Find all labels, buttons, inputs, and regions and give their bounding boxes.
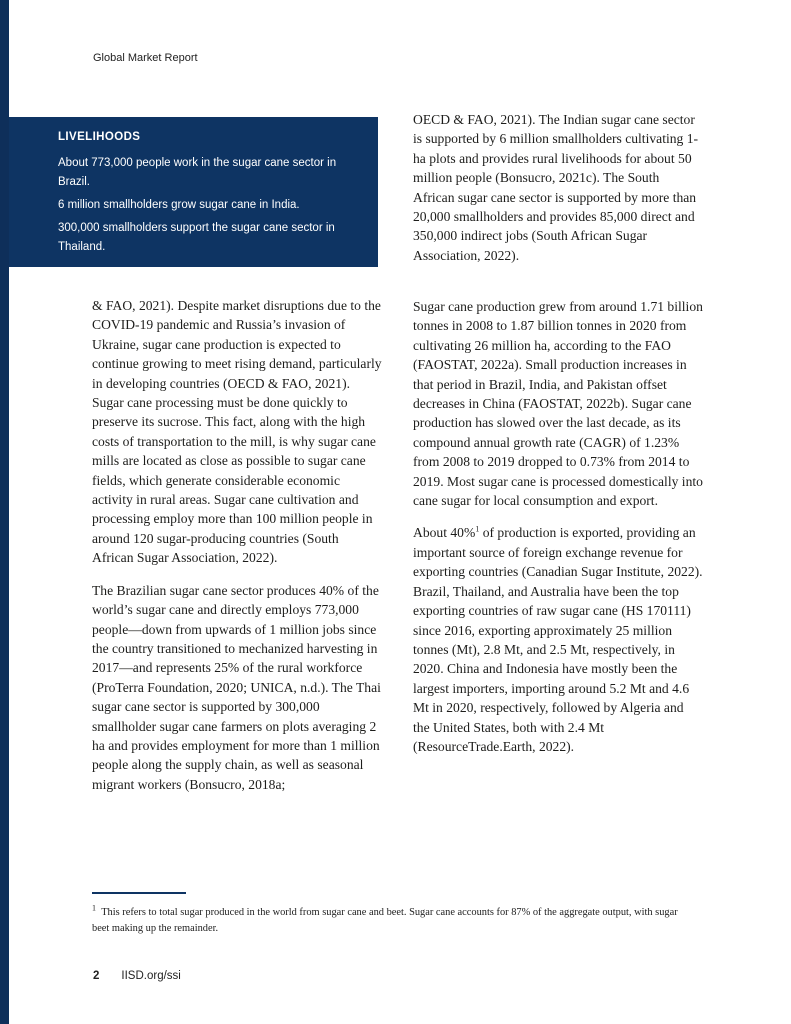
- paragraph-start: About 40%: [413, 525, 476, 541]
- right-text-column: [413, 297, 703, 769]
- page-number: 2: [93, 970, 100, 982]
- callout-item: About 773,000 people work in the sugar cane sector in Brazil.: [58, 157, 337, 188]
- footnote-divider: [92, 892, 186, 894]
- livelihoods-callout-box: [9, 117, 378, 267]
- left-text-column: [92, 296, 382, 807]
- callout-item: 6 million smallholders grow sugar cane in India.: [58, 199, 300, 211]
- left-accent-bar: [0, 0, 9, 1024]
- paragraph-rest: of production is exported, providing an important source of foreign exchange revenue for exporting countries (Canadian Sugar Institute, 2022). Brazil, Thailand, and Australia have been the top exporting countries of raw sugar cane (HS 170111) since 2016, exporting approximately 25 million tonnes (Mt), 2.8 Mt, and 2.5 Mt, respectively, in 2020. China and Indonesia have mostly been the largest importers, importing around 5.2 Mt and 4.6 Mt in 2020, respectively, followed by Algeria and the United States, both with 2.4 Mt (ResourceTrade.Earth, 2022).: [413, 525, 703, 754]
- body-paragraph: Sugar cane production grew from around 1.71 billion tonnes in 2008 to 1.87 billion tonnes in 2020 from cultivating 26 million ha, according to the FAO (FAOSTAT, 2022a). Small production increases in that period in Brazil, India, and Pakistan offset decreases in China (FAOSTAT, 2022b). Sugar cane production has slowed over the last decade, as its compound annual growth rate (CAGR) of 1.23% from 2008 to 2019 dropped to 0.73% from 2014 to 2019. Most sugar cane is processed domestically into cane sugar for local consumption and export.: [413, 299, 703, 509]
- running-header: Global Market Report: [93, 52, 198, 64]
- body-paragraph: The Brazilian sugar cane sector produces 40% of the world’s sugar cane and directly employs 773,000 people—down from upwards of 1 million jobs since the country transitioned to mechanized harvesting in 2017—and represents 25% of the rural workforce (ProTerra Foundation, 2020; UNICA, n.d.). The Thai sugar cane sector is supported by 300,000 smallholder sugar cane farmers on plots averaging 2 ha and provides employment for more than 1 million people along the supply chain, as well as seasonal migrant workers (Bonsucro, 2018a;: [92, 582, 381, 792]
- callout-title: LIVELIHOODS: [58, 131, 141, 143]
- right-top-text-column: [413, 110, 703, 278]
- page-footer: [93, 970, 181, 982]
- body-paragraph: & FAO, 2021). Despite market disruptions due to the COVID-19 pandemic and Russia’s invasion of Ukraine, sugar cane production is expected to continue growing to meet rising demand, particularly in developing countries (OECD & FAO, 2021). Sugar cane processing must be done quickly to preserve its sucrose. This fact, along with the high costs of transportation to the mill, is why sugar cane mills are located as close as possible to sugar cane fields, which generate considerable economic activity in rural areas. Sugar cane cultivation and processing employ more than 100 million people in around 120 sugar-producing countries (South African Sugar Association, 2022).: [92, 298, 382, 566]
- footnote-mark: 1: [92, 903, 96, 913]
- footer-site-link[interactable]: IISD.org/ssi: [121, 970, 181, 982]
- footnote-text: This refers to total sugar produced in the world from sugar cane and beet. Sugar cane accounts for 87% of the aggregate output, with sugar beet making up the remainder.: [92, 907, 678, 934]
- callout-item: 300,000 smallholders support the sugar cane sector in Thailand.: [58, 222, 335, 253]
- footnote: [92, 905, 692, 937]
- body-paragraph: OECD & FAO, 2021). The Indian sugar cane sector is supported by 6 million smallholders cultivating 1-ha plots and provides rural livelihoods for about 50 million people (Bonsucro, 2021c). The South African sugar cane sector is supported by more than 20,000 smallholders and provides 85,000 direct and 350,000 indirect jobs (South African Sugar Association, 2022).: [413, 112, 699, 263]
- footnote-reference[interactable]: 1: [475, 524, 480, 534]
- body-paragraph: [413, 523, 703, 756]
